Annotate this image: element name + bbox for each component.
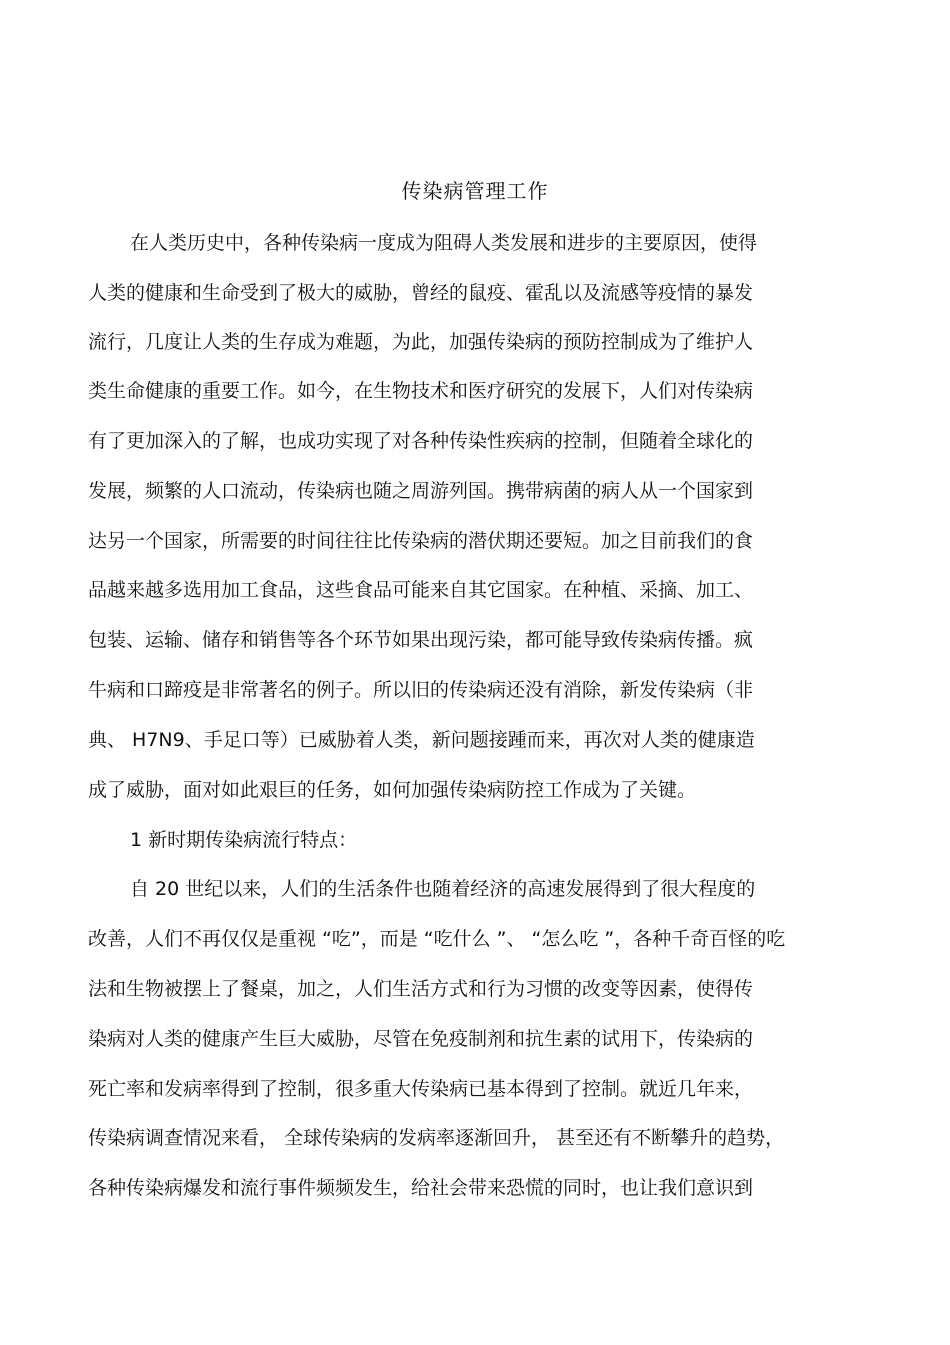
paragraph-2-line-2: 改善，人们不再仅仅是重视 “吃”，而是 “吃什么 ”、 “怎么吃 ”，各种千奇百怪的吃 xyxy=(88,928,786,950)
paragraph-1-line-1: 在人类历史中，各种传染病一度成为阻碍人类发展和进步的主要原因，使得 xyxy=(130,232,758,254)
paragraph-1-line-10: 牛病和口蹄疫是非常著名的例子。所以旧的传染病还没有消除，新发传染病（非 xyxy=(88,679,754,701)
paragraph-2-line-3: 法和生物被摆上了餐桌，加之，人们生活方式和行为习惯的改变等因素，使得传 xyxy=(88,978,754,1000)
paragraph-1-line-6: 发展，频繁的人口流动，传染病也随之周游列国。携带病菌的病人从一个国家到 xyxy=(88,480,754,502)
paragraph-2-line-5: 死亡率和发病率得到了控制，很多重大传染病已基本得到了控制。就近几年来， xyxy=(88,1078,754,1100)
paragraph-2-line-7: 各种传染病爆发和流行事件频频发生，给社会带来恐慌的同时，也让我们意识到 xyxy=(88,1177,754,1199)
document-title: 传染病管理工作 xyxy=(401,179,549,203)
paragraph-1-line-11: 典、 H7N9、手足口等）已威胁着人类，新问题接踵而来，再次对人类的健康造 xyxy=(88,729,755,751)
paragraph-2-line-1: 自 20 世纪以来，人们的生活条件也随着经济的高速发展得到了很大程度的 xyxy=(130,878,756,900)
paragraph-1-line-3: 流行，几度让人类的生存成为难题，为此，加强传染病的预防控制成为了维护人 xyxy=(88,331,754,353)
section-1-heading: 1 新时期传染病流行特点： xyxy=(130,829,358,851)
paragraph-1-line-12: 成了威胁，面对如此艰巨的任务，如何加强传染病防控工作成为了关键。 xyxy=(88,779,697,801)
paragraph-1-line-7: 达另一个国家，所需要的时间往往比传染病的潜伏期还要短。加之目前我们的食 xyxy=(88,530,754,552)
paragraph-1-line-2: 人类的健康和生命受到了极大的威胁，曾经的鼠疫、霍乱以及流感等疫情的暴发 xyxy=(88,282,754,304)
paragraph-1-line-8: 品越来越多选用加工食品，这些食品可能来自其它国家。在种植、采摘、加工、 xyxy=(88,579,754,601)
paragraph-1-line-9: 包装、运输、储存和销售等各个环节如果出现污染，都可能导致传染病传播。疯 xyxy=(88,629,754,651)
paragraph-1-line-4: 类生命健康的重要工作。如今，在生物技术和医疗研究的发展下，人们对传染病 xyxy=(88,380,754,402)
paragraph-1-line-5: 有了更加深入的了解，也成功实现了对各种传染性疾病的控制，但随着全球化的 xyxy=(88,430,754,452)
paragraph-2-line-6: 传染病调查情况来看， 全球传染病的发病率逐渐回升， 甚至还有不断攀升的趋势， xyxy=(88,1127,785,1149)
paragraph-2-line-4: 染病对人类的健康产生巨大威胁，尽管在免疫制剂和抗生素的试用下，传染病的 xyxy=(88,1028,754,1050)
